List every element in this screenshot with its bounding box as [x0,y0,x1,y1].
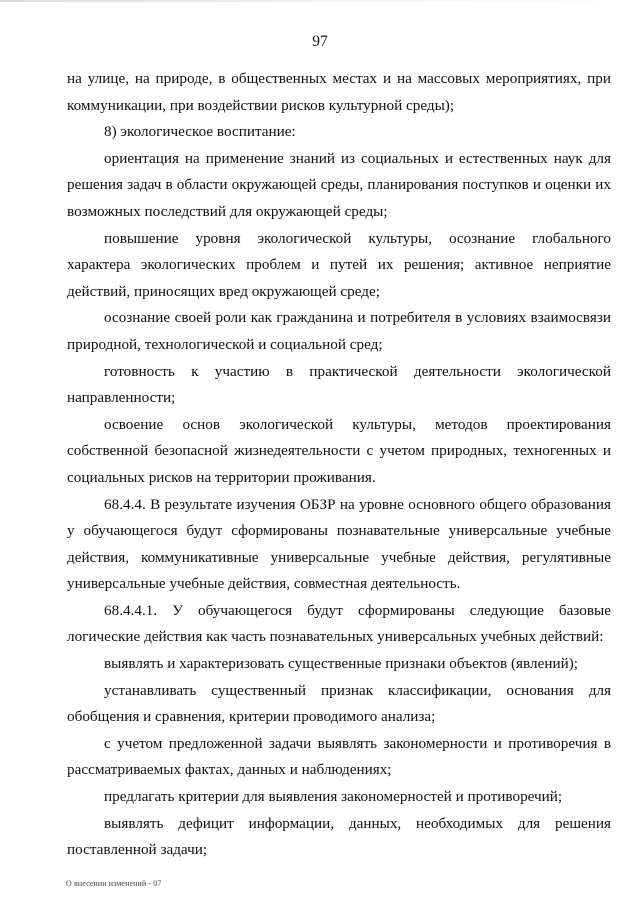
paragraph: освоение основ экологической культуры, методов проектирования собственной безопасной жизнедеятельности с учетом природных, техногенных и социальных рисков на территории проживания. [67,415,611,486]
list-item: устанавливать существенный признак классификации, основания для обобщения и сравнения, критерии проводимого анализа; [67,681,611,726]
footer-note: О внесении изменений - 07 [66,879,162,888]
paragraph: готовность к участию в практической деятельности экологической направленности; [67,362,611,407]
paragraph: на улице, на природе, в общественных местах и на массовых мероприятиях, при коммуникации, при воздействии рисков культурной среды); [67,70,611,114]
paragraph: повышение уровня экологической культуры, осознание глобального характера экологических проблем и путей их решения; активное неприятие действий, приносящих вред окружающей среде; [67,229,611,300]
list-item: выявлять дефицит информации, данных, необходимых для решения поставленной задачи; [67,814,611,859]
paragraph: 68.4.4. В результате изучения ОБЗР на уровне основного общего образования у обучающегося будут сформированы познавательные универсальные учебные действия, коммуникативные универсальные учебные действия, регулятивные универсальные учебные действия, совместная деятельность. [67,495,611,593]
paragraph: осознание своей роли как гражданина и потребителя в условиях взаимосвязи природной, технологической и социальной сред; [67,309,611,353]
list-item: выявлять и характеризовать существенные признаки объектов (явлений); [104,655,578,673]
list-item: с учетом предложенной задачи выявлять закономерности и противоречия в рассматриваемых фактах, данных и наблюдениях; [67,734,611,779]
section-heading: 8) экологическое воспитание: [104,123,296,141]
paragraph: 68.4.4.1. У обучающегося будут сформированы следующие базовые логические действия как часть познавательных универсальных учебных действий: [67,601,611,646]
page-number: 97 [312,33,328,50]
paragraph: ориентация на применение знаний из социальных и естественных наук для решения задач в области окружающей среды, планирования поступков и оценки их возможных последствий для окружающей среды; [67,149,611,220]
scan-edge [0,0,640,2]
list-item: предлагать критерии для выявления закономерностей и противоречий; [104,788,563,806]
document-body [67,66,611,864]
